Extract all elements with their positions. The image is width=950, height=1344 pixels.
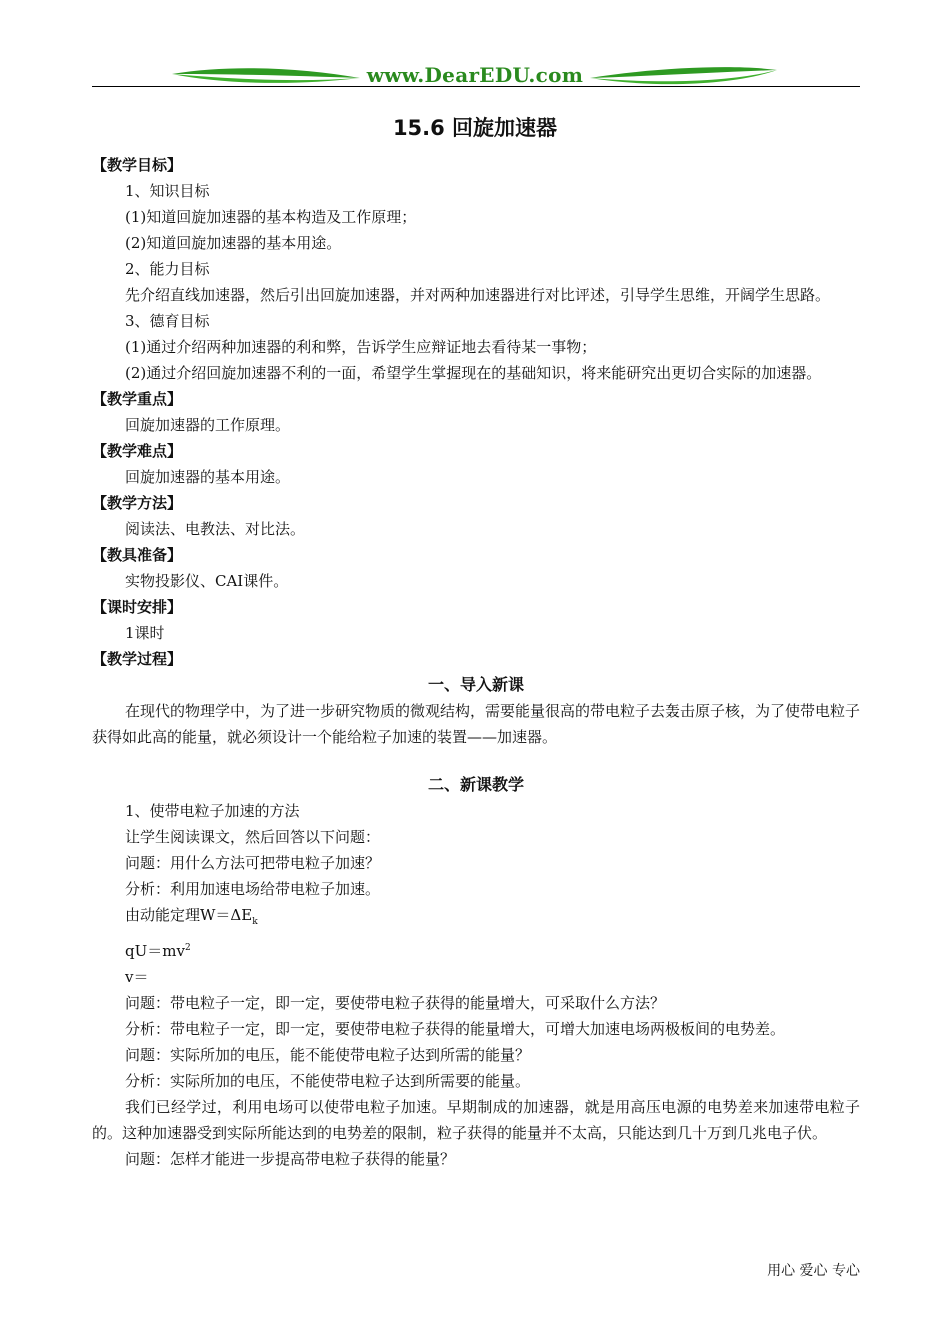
section-2-title: 二、新课教学 <box>427 775 524 794</box>
question-2: 问题：带电粒子一定，即一定，要使带电粒子获得的能量增大，可采取什么方法？ <box>125 994 666 1012</box>
key-point-text: 回旋加速器的工作原理。 <box>125 416 291 434</box>
difficulty-text: 回旋加速器的基本用途。 <box>125 468 291 486</box>
document-title: 15.6 回旋加速器 <box>392 116 558 140</box>
explanation-paragraph: 我们已经学过，利用电场可以使带电粒子加速。早期制成的加速器，就是用高压电源的电势差来加速带电粒子的。这种加速器受到实际所能达到的电势差的限制，粒子获得的能量并不太高，只能达到几十万到几兆电子伏。 <box>92 1098 860 1142</box>
formula-superscript: 2 <box>184 943 191 953</box>
method-heading: 【教学方法】 <box>92 494 183 512</box>
knowledge-goal-title: 1、知识目标 <box>125 182 210 200</box>
document-body <box>92 152 860 1172</box>
ability-goal-1: 先介绍直线加速器，然后引出回旋加速器，并对两种加速器进行对比评述，引导学生思维，开阔学生思路。 <box>125 286 831 304</box>
method-text: 阅读法、电教法、对比法。 <box>125 520 306 538</box>
spacer <box>92 750 860 772</box>
site-url-logo: www.DearEDU.com <box>366 63 584 87</box>
formula-subscript: k <box>252 917 258 927</box>
moral-goal-2: (2)通过介绍回旋加速器不利的一面，希望学生掌握现在的基础知识，将来能研究出更切合实际的加速器。 <box>125 364 822 382</box>
key-point-heading: 【教学重点】 <box>92 390 183 408</box>
schedule-heading: 【课时安排】 <box>92 598 183 616</box>
intro-paragraph: 在现代的物理学中，为了进一步研究物质的微观结构，需要能量很高的带电粒子去轰击原子核，为了使带电粒子获得如此高的能量，就必须设计一个能给粒子加速的装置——加速器。 <box>92 702 861 746</box>
process-heading: 【教学过程】 <box>92 650 183 668</box>
tools-heading: 【教具准备】 <box>92 546 183 564</box>
formula-work-energy-main: 由动能定理W＝ΔE <box>125 906 253 924</box>
analysis-1: 分析：利用加速电场给带电粒子加速。 <box>125 880 381 898</box>
difficulty-heading: 【教学难点】 <box>92 442 183 460</box>
moral-goal-title: 3、德育目标 <box>125 312 210 330</box>
formula-work-energy <box>92 902 860 935</box>
method-subtitle: 1、使带电粒子加速的方法 <box>125 802 300 820</box>
schedule-text: 1课时 <box>125 624 165 642</box>
section-1-title: 一、导入新课 <box>427 675 524 694</box>
header-rule <box>92 86 860 87</box>
formula-velocity: v＝ <box>125 968 149 986</box>
analysis-2: 分析：带电粒子一定，即一定，要使带电粒子获得的能量增大，可增大加速电场两极板间的电势差。 <box>125 1020 786 1038</box>
analysis-3: 分析：实际所加的电压，不能使带电粒子达到所需要的能量。 <box>125 1072 531 1090</box>
footer-slogan: 用心 爱心 专心 <box>767 1263 860 1279</box>
instruction-line: 让学生阅读课文，然后回答以下问题： <box>125 828 381 846</box>
ability-goal-title: 2、能力目标 <box>125 260 210 278</box>
moral-goal-1: (1)通过介绍两种加速器的利和弊，告诉学生应辩证地去看待某一事物； <box>125 338 597 356</box>
formula-qu <box>92 935 860 964</box>
knowledge-goal-2: (2)知道回旋加速器的基本用途。 <box>125 234 342 252</box>
tools-text: 实物投影仪、CAI课件。 <box>125 572 289 590</box>
question-4: 问题：怎样才能进一步提高带电粒子获得的能量？ <box>125 1150 456 1168</box>
goals-heading: 【教学目标】 <box>92 156 183 174</box>
knowledge-goal-1: (1)知道回旋加速器的基本构造及工作原理； <box>125 208 417 226</box>
formula-qu-main: qU＝mv <box>125 942 185 960</box>
question-1: 问题：用什么方法可把带电粒子加速？ <box>125 854 381 872</box>
question-3: 问题：实际所加的电压，能不能使带电粒子达到所需的能量？ <box>125 1046 531 1064</box>
